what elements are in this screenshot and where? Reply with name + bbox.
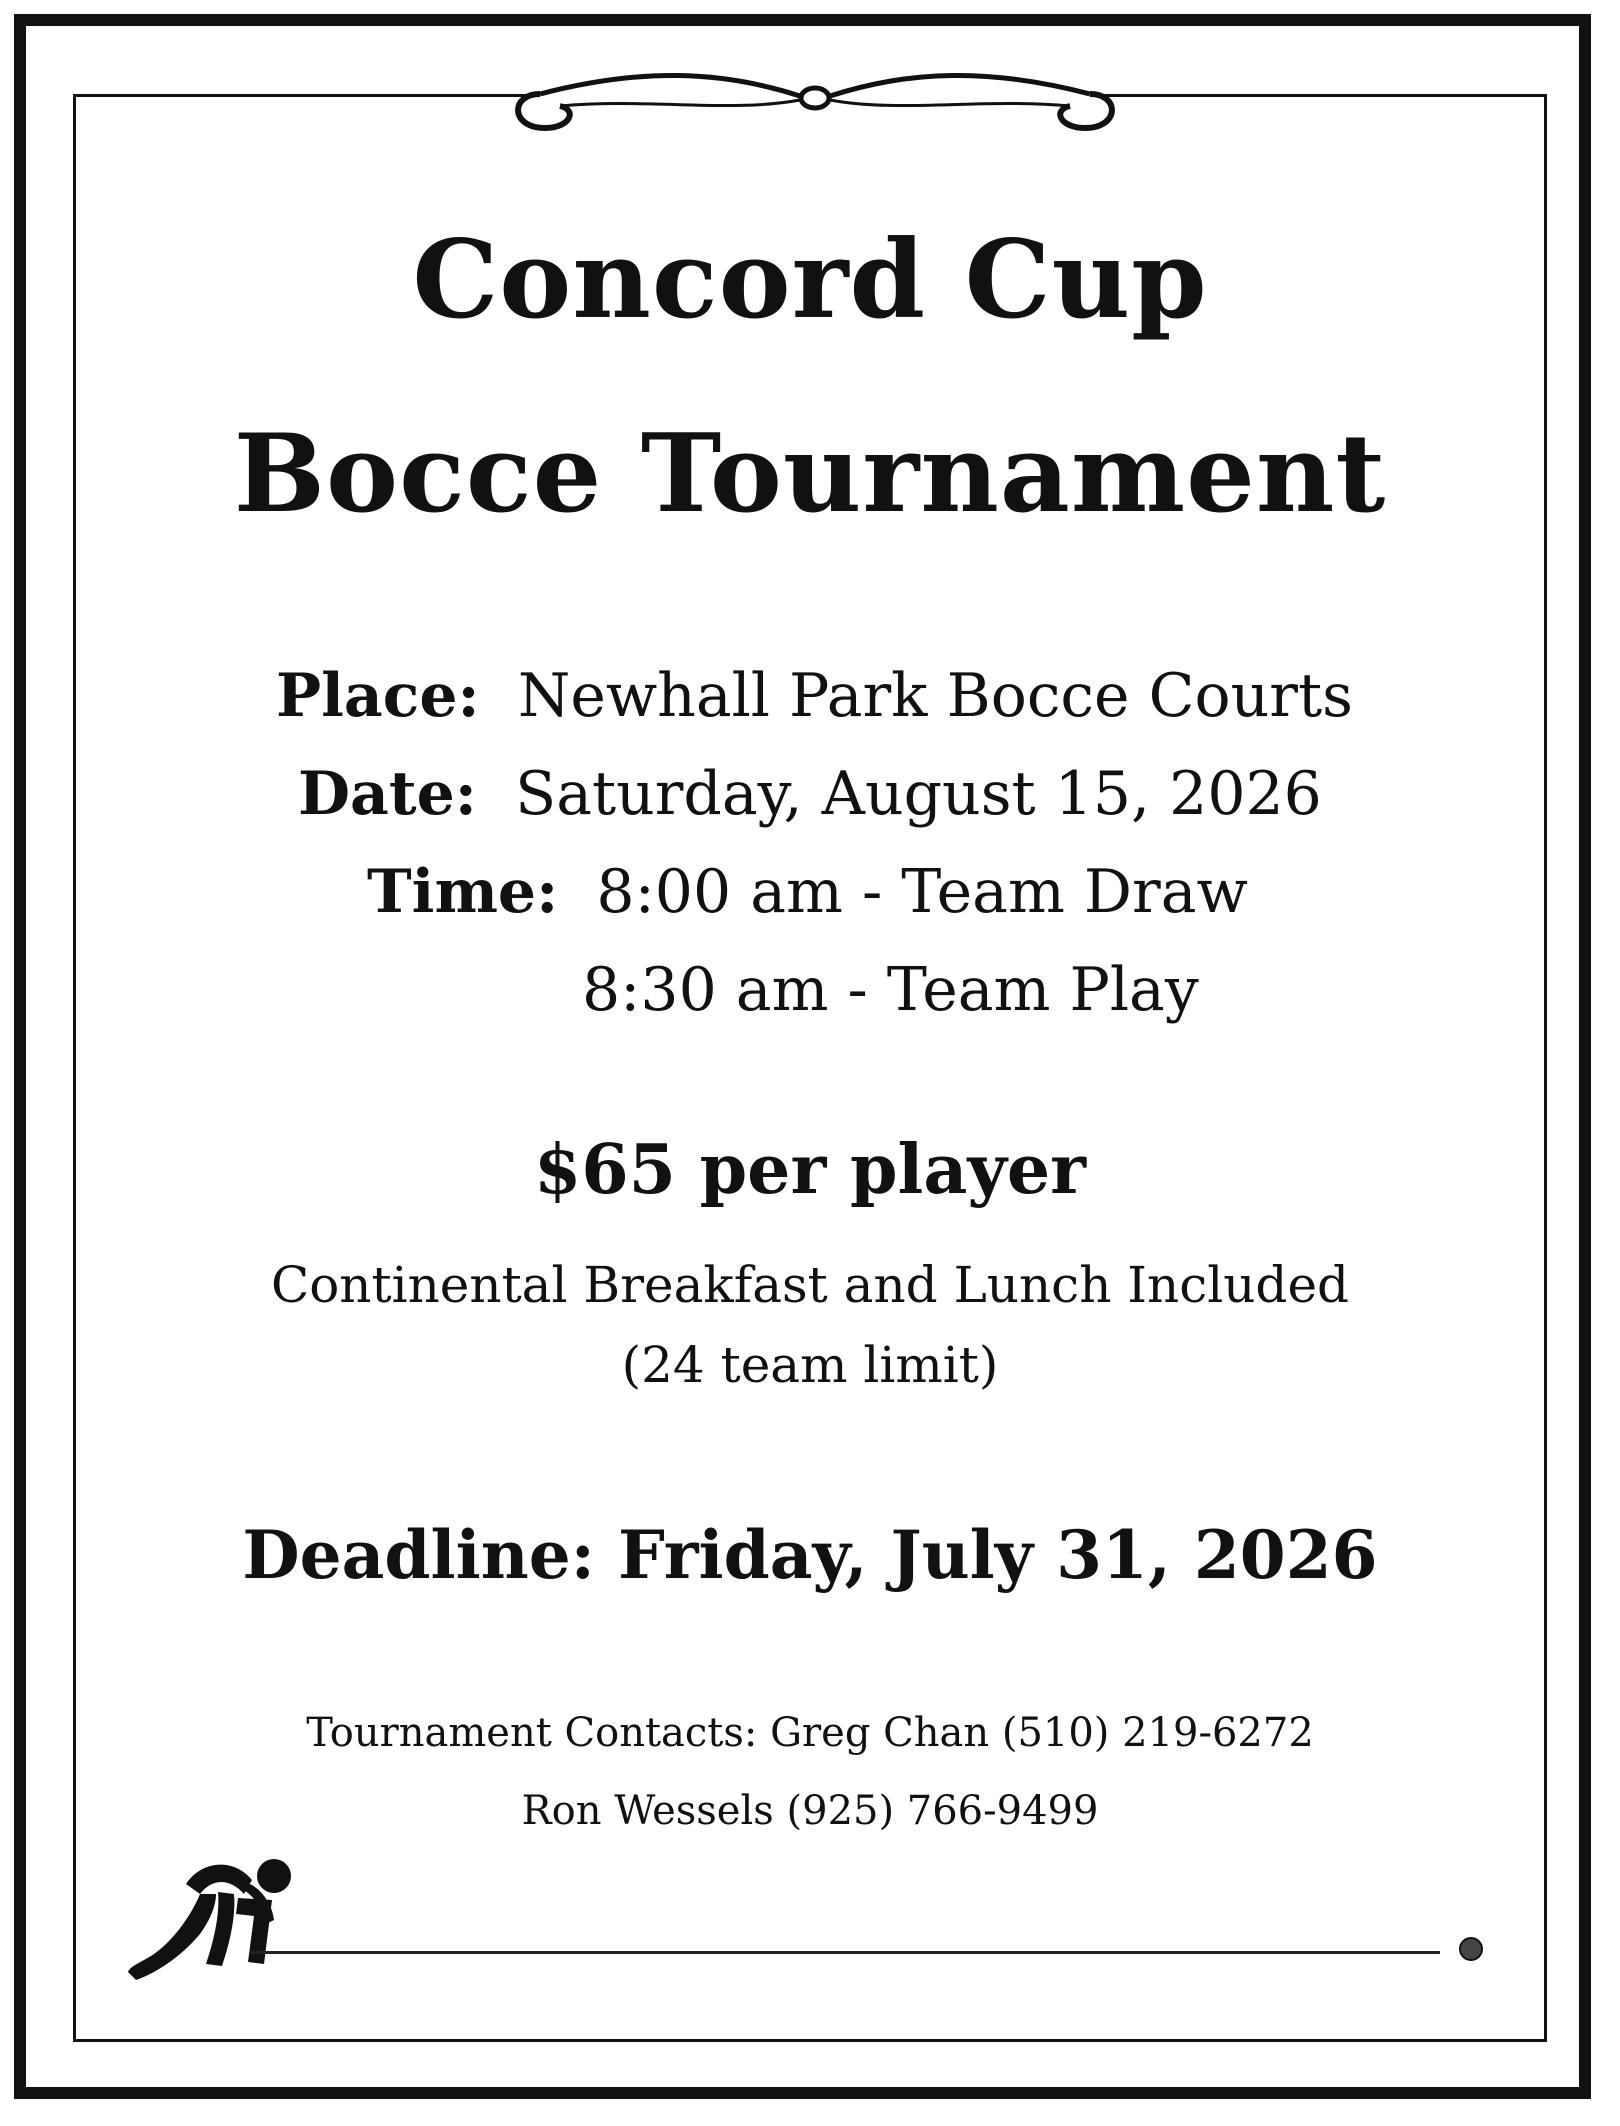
date-row (298, 759, 1322, 829)
contacts-line-1: Tournament Contacts: Greg Chan (510) 219-6272 (306, 1710, 1314, 1756)
place-label: Place: (276, 661, 480, 731)
contacts-line-2: Ron Wessels (925) 766-9499 (521, 1788, 1099, 1834)
time-value-play: 8:30 am - Team Play (582, 955, 1199, 1025)
ground-line (250, 1951, 1440, 1954)
date-value: Saturday, August 15, 2026 (515, 759, 1322, 829)
time-row-2 (582, 955, 1199, 1025)
place-value: Newhall Park Bocce Courts (517, 661, 1353, 731)
bocce-player-icon (124, 1854, 304, 1984)
bocce-ball-icon (1459, 1937, 1483, 1961)
time-label: Time: (367, 857, 559, 927)
price-text: $65 per player (534, 1130, 1086, 1210)
flourish-ornament-icon (500, 58, 1130, 138)
time-row (367, 857, 1248, 927)
date-label: Date: (298, 759, 477, 829)
title-line-1: Concord Cup (412, 217, 1208, 343)
deadline-text: Deadline: Friday, July 31, 2026 (242, 1516, 1378, 1594)
included-text: Continental Breakfast and Lunch Included (270, 1256, 1350, 1314)
place-row (276, 661, 1353, 731)
team-limit-text: (24 team limit) (621, 1336, 999, 1394)
time-value-draw: 8:00 am - Team Draw (596, 857, 1248, 927)
title-line-2: Bocce Tournament (233, 411, 1387, 537)
